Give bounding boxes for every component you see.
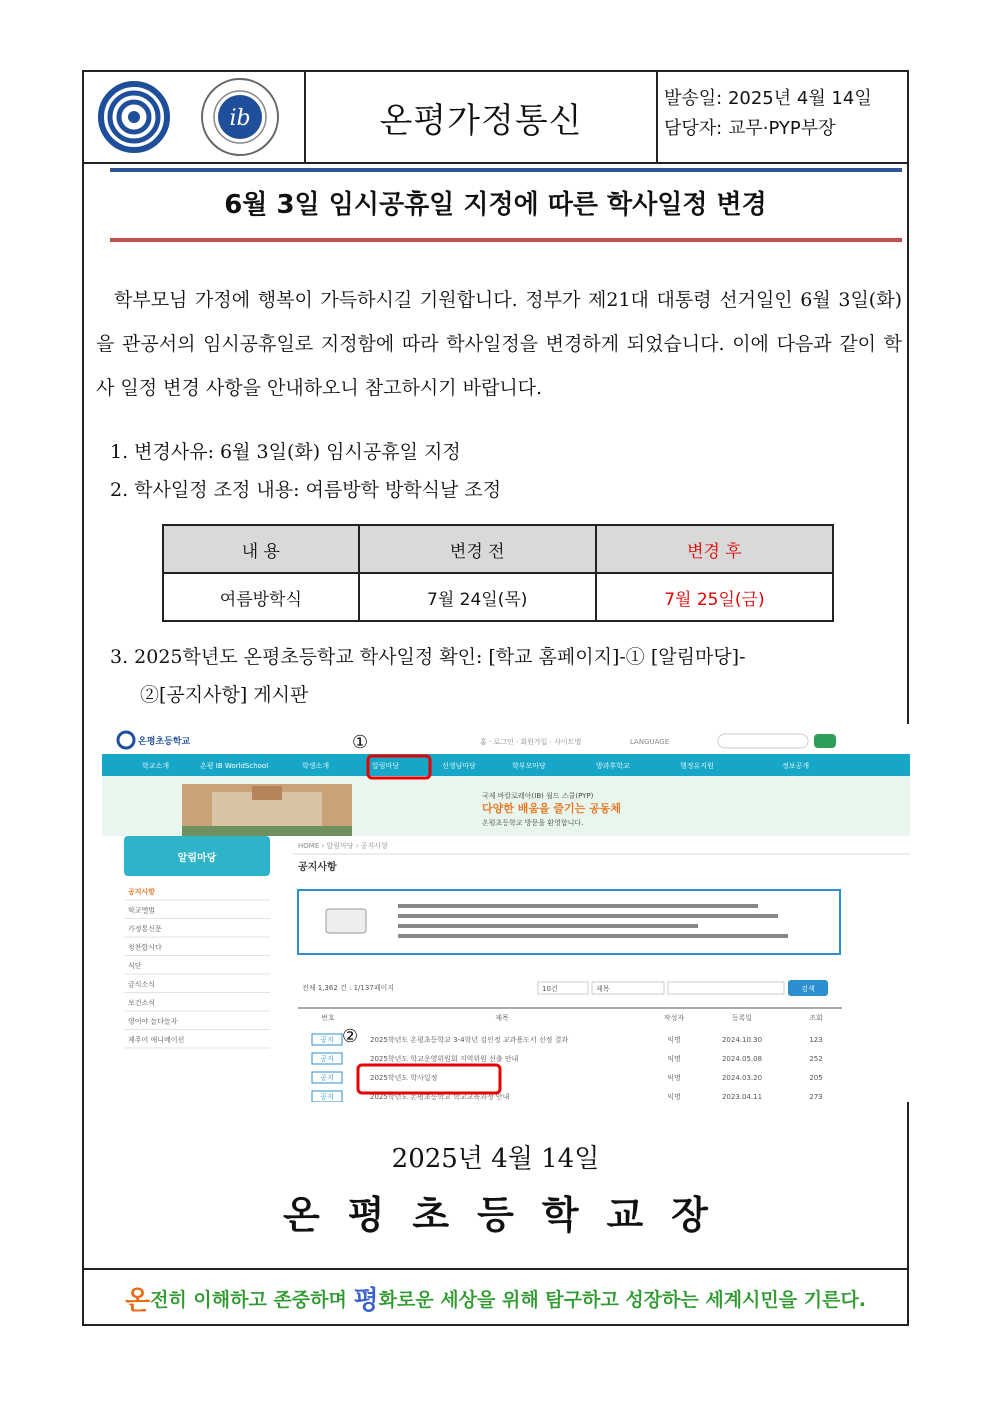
cell-content: 여름방학식 [163,573,359,621]
nav-item: 정보공개 [782,762,810,770]
post-writer: 익명 [667,1036,681,1044]
site-search-button [814,734,836,748]
item-1: 1. 변경사유: 6월 3일(화) 임시공휴일 지정 [110,441,461,463]
board-title: 공지사항 [298,862,337,873]
item-3: 3. 2025학년도 온평초등학교 학사일정 확인: [학교 홈페이지]-① [알림마당]- [110,646,746,668]
header-meta [658,72,907,162]
post-date: 2024.05.08 [721,1055,763,1063]
search-info: 전체 1,362 건 : 1/137페이지 [302,984,395,992]
schedule-header-row [163,525,833,573]
site-search-input [718,734,808,748]
board-header: 작성자 [663,1014,685,1022]
svg-text:ib: ib [229,106,251,131]
board-header: 조회 [809,1014,823,1022]
manager: 담당자: 교무·PYP부장 [664,118,836,139]
breadcrumb: HOME › 알림마당 › 공지사항 [298,842,388,850]
post-title: 2025학년도 온평초등학교 학교교육과정 안내 [370,1093,510,1101]
post-title: 2025학년도 학교운영위원회 지역위원 선출 안내 [370,1055,519,1063]
school-motto [84,1268,907,1326]
select-field: 제목 [596,985,610,993]
side-item: 가정통신문 [128,925,162,933]
nav-item: 알림마당 [372,762,400,770]
logo-cell [84,72,306,162]
notice-tag-label: 공지 [320,1055,334,1063]
post-title: 2025학년도 학사일정 [370,1074,438,1082]
marker-1: ① [352,732,369,753]
homepage-screenshot-svg [102,724,910,1102]
schedule-row [163,573,833,621]
cell-after: 7월 25일(금) [596,573,833,621]
banner-line2: 다양한 배움을 즐기는 공동체 [482,802,621,815]
banner-line1: 국제 바칼로레아(IB) 월드 스쿨(PYP) [482,792,594,800]
nav-item: 학교소개 [142,762,170,770]
side-item: 제주어 애니메이션 [128,1036,185,1044]
header [84,72,907,164]
headline: 6월 3일 임시공휴일 지정에 따른 학사일정 변경 [224,190,767,220]
side-item: 칭찬합시다 [128,943,162,952]
side-item: 보건소식 [128,999,156,1007]
side-item: 공지사항 [128,888,156,896]
post-title: 2025학년도 온평초등학교 3-4학년 검인정 교과용도서 선정 결과 [370,1036,569,1044]
top-links: 홈 · 로그인 · 회원가입 · 사이트맵 [480,738,582,746]
schedule-table [162,524,834,622]
post-views: 205 [809,1074,823,1082]
search-button-label: 검색 [801,985,815,993]
red-divider [110,238,902,242]
intro-text: 학부모님 가정에 행복이 가득하시길 기원합니다. 정부가 제21대 대통령 선거일인 6월 3일(화)을 관공서의 임시공휴일로 지정함에 따라 학사일정을 변경하게 되었습니다. 이에 다음과 같이 학사 일정 변경 사항을 안내하오니 참고하시기 바랍니다. [96,289,902,399]
side-item: 영어야 놀다놀자 [128,1017,178,1026]
motto-text-2: 화로운 세상을 위해 탐구하고 성장하는 세계시민을 기른다. [378,1288,867,1311]
header-before: 변경 전 [359,525,596,573]
motto-char-1: 온 [124,1285,151,1316]
board-header: 등록일 [731,1014,753,1022]
intro-paragraph [96,278,902,410]
site-name: 온평초등학교 [138,737,191,747]
nav-item: 온평 IB WorldSchool [200,762,269,770]
cell-before: 7월 24일(목) [359,573,596,621]
side-title: 알림마당 [177,853,217,864]
post-date: 2023.04.11 [721,1093,763,1101]
school-emblem-icon [101,84,167,150]
post-views: 252 [809,1055,823,1063]
nav-item: 행정유지원 [680,762,714,770]
notice-tag-label: 공지 [320,1093,334,1101]
header-content: 내 용 [163,525,359,573]
motto-text-1: 전히 이해하고 존중하며 [150,1288,354,1311]
post-writer: 익명 [667,1093,681,1101]
send-date: 발송일: 2025년 4월 14일 [664,88,872,109]
select-count: 10건 [542,985,558,993]
notice-tag-label: 공지 [320,1074,334,1082]
language-select: LANGUAGE [630,738,670,746]
issue-date: 2025년 4월 14일 [391,1144,600,1174]
nav-item: 방과후학교 [596,762,630,770]
post-date: 2024.10.30 [721,1036,763,1044]
header-after: 변경 후 [596,525,833,573]
post-views: 273 [809,1093,823,1101]
side-item: 급식소식 [128,980,156,989]
nav-item: 학부모마당 [512,762,546,770]
ib-world-school-icon [202,79,278,155]
blue-divider [110,168,902,172]
post-date: 2024.03.20 [721,1074,763,1082]
banner-line3: 온평초등학교 방문을 환영합니다. [482,819,584,827]
side-item: 학교앨범 [128,906,156,915]
board-search-input [668,982,784,994]
board-header: 번호 [321,1014,335,1022]
item-3-cont: ②[공지사항] 게시판 [140,684,309,706]
notice-box [298,890,840,954]
side-item: 식단 [128,962,142,970]
post-writer: 익명 [667,1055,681,1063]
newsletter-title: 온평가정통신 [306,72,658,162]
nav-item: 선생님마당 [442,762,476,770]
school-logos [84,72,306,162]
homepage-screenshot [102,724,910,1102]
document-frame [82,70,909,1326]
post-writer: 익명 [667,1074,681,1082]
principal: 온평초등학교장 [283,1192,736,1237]
board-header: 제목 [495,1014,509,1022]
nav-item: 학생소개 [302,762,330,770]
notice-tag-label: 공지 [320,1036,334,1044]
motto-char-2: 평 [353,1285,379,1316]
marker-2: ② [342,1026,359,1047]
item-2: 2. 학사일정 조정 내용: 여름방학 방학식날 조정 [110,479,502,501]
post-views: 123 [809,1036,823,1044]
